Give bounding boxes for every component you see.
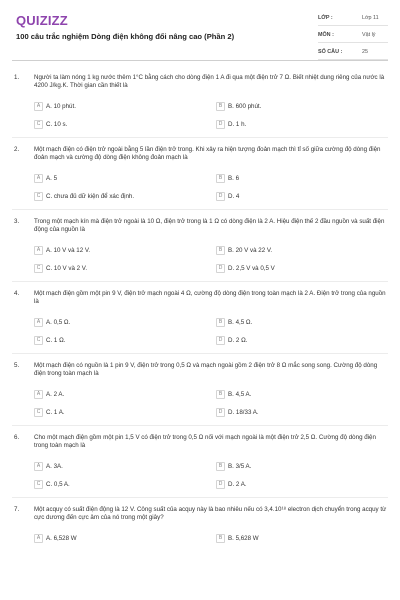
option-letter-box: D	[216, 480, 225, 489]
answer-option[interactable]	[216, 478, 390, 490]
quizizz-logo: QUIZIZZ	[16, 13, 68, 28]
answer-option[interactable]	[34, 244, 208, 256]
question-list	[0, 74, 400, 544]
meta-row-count	[318, 45, 388, 60]
question-item	[0, 146, 400, 210]
answer-options	[34, 532, 390, 544]
answer-options	[34, 460, 390, 490]
answer-option[interactable]	[34, 100, 208, 112]
option-text: A. 5	[46, 174, 58, 182]
question-item	[0, 74, 400, 138]
option-text: A. 6,528 W	[46, 534, 77, 542]
option-text: D. 2 A.	[228, 480, 247, 488]
option-text: A. 3A.	[46, 462, 63, 470]
answer-option[interactable]	[216, 262, 390, 274]
option-letter-box: A	[34, 318, 43, 327]
option-letter-box: C	[34, 336, 43, 345]
option-letter-box: C	[34, 120, 43, 129]
answer-option[interactable]	[216, 406, 390, 418]
meta-info-box	[318, 11, 388, 62]
question-number: 7.	[14, 506, 20, 513]
meta-value: 25	[362, 49, 368, 55]
option-text: A. 0,5 Ω.	[46, 318, 71, 326]
answer-options	[34, 316, 390, 346]
option-letter-box: D	[216, 408, 225, 417]
question-text: Trong một mạch kín mà điện trở ngoài là 10 Ω, điện trở trong là 1 Ω có dòng điện là 2 A. Hiệu điện thế 2 đầu nguồn và suất điện động của nguồn là	[34, 218, 385, 234]
option-letter-box: B	[216, 246, 225, 255]
option-text: C. 1 A.	[46, 408, 65, 416]
answer-option[interactable]	[34, 118, 208, 130]
question-number: 3.	[14, 218, 20, 225]
question-text: Một mạch điện gồm một pin 9 V, điện trở mạch ngoài 4 Ω, cường độ dòng điện trong toàn mạch là 2 A. Điện trở trong của nguồn là	[34, 290, 386, 306]
page-title: 100 câu trắc nghiệm Dòng điện không đổi nâng cao (Phần 2)	[16, 32, 235, 41]
meta-row-class	[318, 11, 388, 26]
answer-option[interactable]	[216, 244, 390, 256]
option-text: C. 10 s.	[46, 120, 68, 128]
header-divider	[12, 60, 388, 61]
option-letter-box: D	[216, 264, 225, 273]
option-text: D. 18/33 A.	[228, 408, 259, 416]
option-letter-box: B	[216, 318, 225, 327]
answer-option[interactable]	[216, 316, 390, 328]
option-text: C. chưa đủ dữ kiện để xác định.	[46, 192, 135, 200]
option-letter-box: A	[34, 246, 43, 255]
answer-option[interactable]	[216, 100, 390, 112]
question-text: Cho một mạch điện gồm một pin 1,5 V có điện trở trong 0,5 Ω nối với mạch ngoài là một điện trở 2,5 Ω. Cường độ dòng điện trong toàn mạch là	[34, 434, 376, 450]
meta-value: Lớp 11	[362, 15, 379, 21]
answer-option[interactable]	[34, 532, 208, 544]
option-letter-box: A	[34, 462, 43, 471]
option-letter-box: D	[216, 120, 225, 129]
option-letter-box: B	[216, 174, 225, 183]
option-text: B. 5,628 W	[228, 534, 259, 542]
option-text: C. 0,5 A.	[46, 480, 70, 488]
answer-option[interactable]	[34, 316, 208, 328]
answer-option[interactable]	[34, 190, 208, 202]
option-text: D. 1 h.	[228, 120, 247, 128]
option-text: B. 4,5 Ω.	[228, 318, 253, 326]
answer-options	[34, 100, 390, 130]
option-text: D. 4	[228, 192, 240, 200]
question-text: Người ta làm nóng 1 kg nước thêm 1°C bằng cách cho dòng điện 1 A đi qua một điện trở 7 Ω. Biết nhiệt dung riêng của nước là 4200 J/kg.K. Thời gian cần thiết là	[34, 74, 385, 90]
answer-option[interactable]	[216, 460, 390, 472]
answer-option[interactable]	[34, 262, 208, 274]
option-text: A. 10 phút.	[46, 102, 76, 110]
answer-options	[34, 388, 390, 418]
option-letter-box: A	[34, 390, 43, 399]
question-text: Một mạch điện có điện trở ngoài bằng 5 lần điện trở trong. Khi xảy ra hiện tượng đoản mạch thì tỉ số giữa cường độ dòng điện đoản mạch và cường độ dòng điện không đoản mạch là	[34, 146, 381, 162]
option-letter-box: A	[34, 174, 43, 183]
option-letter-box: A	[34, 534, 43, 543]
question-text: Một mạch điện có nguồn là 1 pin 9 V, điện trở trong 0,5 Ω và mạch ngoài gồm 2 điện trở 8 Ω mắc song song. Cường độ dòng điện trong toàn mạch là	[34, 362, 378, 378]
option-text: A. 10 V và 12 V.	[46, 246, 91, 254]
option-text: B. 6	[228, 174, 240, 182]
question-item	[0, 362, 400, 426]
meta-value: Vật lý	[362, 32, 376, 38]
question-divider	[12, 353, 388, 354]
answer-option[interactable]	[216, 532, 390, 544]
option-text: B. 20 V và 22 V.	[228, 246, 273, 254]
meta-label: MÔN :	[318, 32, 334, 38]
option-letter-box: C	[34, 192, 43, 201]
option-letter-box: A	[34, 102, 43, 111]
meta-row-subject	[318, 28, 388, 43]
answer-option[interactable]	[34, 478, 208, 490]
answer-option[interactable]	[216, 190, 390, 202]
option-letter-box: B	[216, 102, 225, 111]
answer-option[interactable]	[34, 406, 208, 418]
question-number: 1.	[14, 74, 20, 81]
option-letter-box: D	[216, 192, 225, 201]
option-text: C. 1 Ω.	[46, 336, 66, 344]
question-item	[0, 290, 400, 354]
option-letter-box: C	[34, 264, 43, 273]
answer-option[interactable]	[216, 172, 390, 184]
answer-options	[34, 172, 390, 202]
answer-options	[34, 244, 390, 274]
question-number: 4.	[14, 290, 20, 297]
answer-option[interactable]	[34, 460, 208, 472]
option-text: B. 3/5 A.	[228, 462, 252, 470]
option-letter-box: C	[34, 408, 43, 417]
option-letter-box: B	[216, 534, 225, 543]
question-divider	[12, 209, 388, 210]
question-divider	[12, 137, 388, 138]
question-divider	[12, 497, 388, 498]
answer-option[interactable]	[34, 334, 208, 346]
meta-label: SỐ CÂU :	[318, 49, 343, 55]
option-text: D. 2,5 V và 0,5 V	[228, 264, 275, 272]
question-item	[0, 218, 400, 282]
option-text: D. 2 Ω.	[228, 336, 248, 344]
question-divider	[12, 281, 388, 282]
option-text: B. 4,5 A.	[228, 390, 252, 398]
option-letter-box: C	[34, 480, 43, 489]
option-letter-box: B	[216, 462, 225, 471]
meta-label: LỚP :	[318, 15, 333, 21]
question-item	[0, 434, 400, 498]
answer-option[interactable]	[216, 118, 390, 130]
option-text: A. 2 A.	[46, 390, 65, 398]
answer-option[interactable]	[34, 388, 208, 400]
option-letter-box: D	[216, 336, 225, 345]
question-item	[0, 506, 400, 544]
option-text: B. 600 phút.	[228, 102, 262, 110]
question-number: 6.	[14, 434, 20, 441]
question-number: 2.	[14, 146, 20, 153]
question-number: 5.	[14, 362, 20, 369]
question-text: Một acquy có suất điện động là 12 V. Công suất của acquy này là bao nhiêu nếu có 3,4.10¹⁸ electron dịch chuyển trong acquy từ cực dương đến cực âm của nó trong một giây?	[34, 506, 387, 522]
question-divider	[12, 425, 388, 426]
option-text: C. 10 V và 2 V.	[46, 264, 88, 272]
answer-option[interactable]	[34, 172, 208, 184]
answer-option[interactable]	[216, 388, 390, 400]
answer-option[interactable]	[216, 334, 390, 346]
option-letter-box: B	[216, 390, 225, 399]
